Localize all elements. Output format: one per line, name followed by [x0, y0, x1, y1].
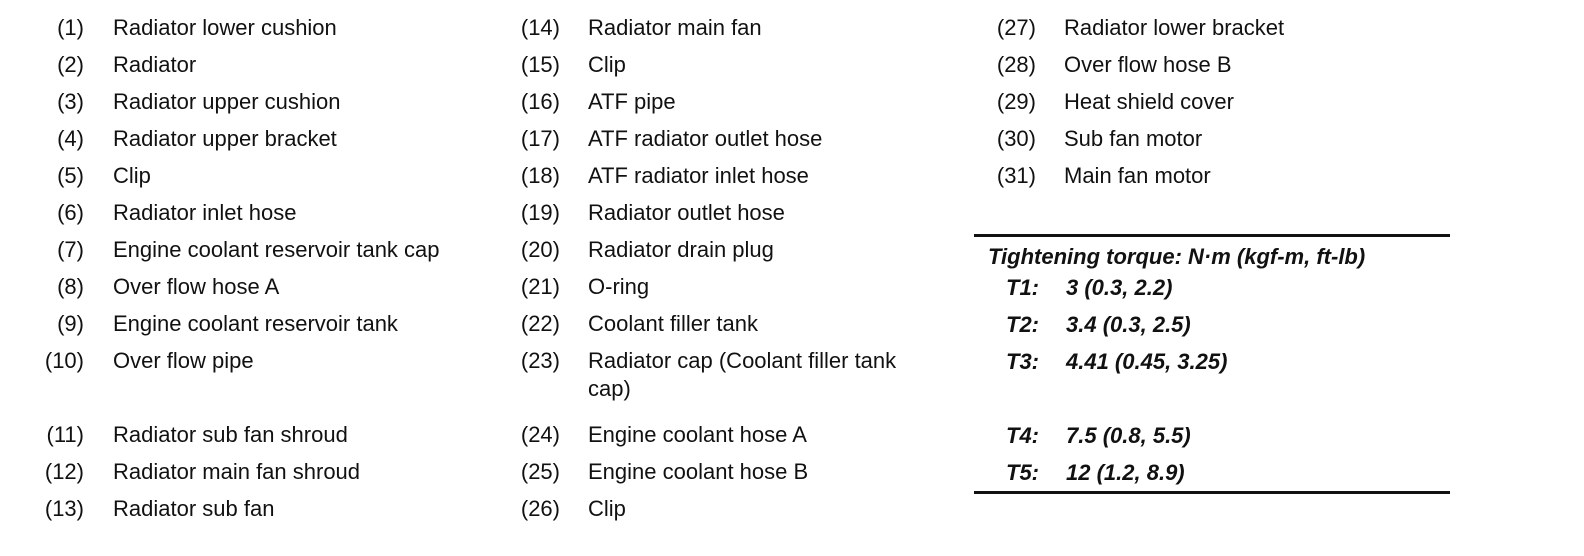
list-item — [38, 273, 493, 301]
part-number: (30) — [996, 126, 1036, 151]
torque-table-title: Tightening torque: N·m (kgf-m, ft-lb) — [988, 244, 1366, 269]
part-number: (2) — [57, 52, 84, 77]
part-label: Radiator upper bracket — [113, 126, 337, 151]
part-number: (27) — [996, 15, 1036, 40]
part-label: Main fan motor — [1064, 163, 1211, 188]
list-item — [514, 236, 948, 264]
part-number: (11) — [46, 422, 84, 447]
torque-value: 4.41 (0.45, 3.25) — [1066, 349, 1228, 374]
part-number: (14) — [520, 15, 560, 40]
list-item — [38, 495, 493, 523]
part-number: (18) — [520, 163, 560, 188]
part-label: Radiator main fan — [588, 15, 762, 40]
part-number: (16) — [520, 89, 560, 114]
part-label: Heat shield cover — [1064, 89, 1234, 114]
part-number: (6) — [57, 200, 84, 225]
list-item — [514, 347, 948, 412]
part-label: Radiator outlet hose — [588, 200, 785, 225]
list-item — [990, 51, 1424, 79]
tightening-torque-table — [974, 234, 1450, 494]
list-item — [38, 347, 493, 412]
list-item — [990, 88, 1424, 116]
list-item — [514, 273, 948, 301]
list-item — [38, 125, 493, 153]
list-item — [38, 310, 493, 338]
part-label: Coolant filler tank — [588, 311, 758, 336]
part-number: (23) — [520, 348, 560, 373]
list-item — [38, 458, 493, 486]
part-number: (1) — [57, 15, 84, 40]
part-number: (7) — [57, 237, 84, 262]
list-item — [514, 14, 948, 42]
table-bottom-rule — [974, 491, 1450, 494]
part-label: Engine coolant reservoir tank cap — [113, 237, 440, 262]
part-number: (5) — [57, 163, 84, 188]
part-label: Radiator cap (Coolant filler tank cap) — [588, 348, 897, 401]
torque-value: 3 (0.3, 2.2) — [1066, 275, 1173, 300]
parts-list-column-1 — [38, 14, 493, 532]
part-number: (9) — [57, 311, 84, 336]
part-number: (4) — [57, 126, 84, 151]
torque-value: 3.4 (0.3, 2.5) — [1066, 312, 1191, 337]
part-label: Over flow hose B — [1064, 52, 1232, 77]
part-label: Radiator lower cushion — [113, 15, 337, 40]
part-number: (31) — [996, 163, 1036, 188]
part-label: Radiator — [113, 52, 197, 77]
part-label: ATF radiator inlet hose — [588, 163, 809, 188]
part-label: Radiator sub fan shroud — [113, 422, 348, 447]
part-label: Engine coolant hose A — [588, 422, 807, 447]
part-number: (20) — [520, 237, 560, 262]
part-label: Over flow pipe — [113, 348, 254, 373]
list-item — [514, 310, 948, 338]
list-item — [38, 14, 493, 42]
part-number: (10) — [44, 348, 84, 373]
list-item — [514, 162, 948, 190]
torque-row — [974, 274, 1450, 302]
part-number: (8) — [57, 274, 84, 299]
part-number: (21) — [520, 274, 560, 299]
part-label: Radiator drain plug — [588, 237, 774, 262]
torque-value: 12 (1.2, 8.9) — [1066, 460, 1185, 485]
part-label: Radiator upper cushion — [113, 89, 341, 114]
part-label: Radiator lower bracket — [1064, 15, 1285, 40]
part-label: Over flow hose A — [113, 274, 280, 299]
part-label: Engine coolant reservoir tank — [113, 311, 398, 336]
list-item — [990, 125, 1424, 153]
list-item — [514, 51, 948, 79]
list-item — [514, 421, 948, 449]
list-item — [990, 162, 1424, 190]
part-label: Engine coolant hose B — [588, 459, 809, 484]
part-number: (24) — [520, 422, 560, 447]
part-number: (25) — [520, 459, 560, 484]
list-item — [514, 495, 948, 523]
torque-row — [974, 311, 1450, 339]
part-number: (12) — [44, 459, 84, 484]
torque-key: T2: — [1006, 312, 1039, 337]
part-number: (29) — [996, 89, 1036, 114]
part-label: Radiator inlet hose — [113, 200, 297, 225]
parts-list-column-3 — [990, 14, 1424, 199]
part-label: Radiator main fan shroud — [113, 459, 361, 484]
list-item — [38, 199, 493, 227]
part-number: (22) — [520, 311, 560, 336]
part-label: Radiator sub fan — [113, 496, 275, 521]
parts-list-column-2 — [514, 14, 948, 532]
part-number: (3) — [57, 89, 84, 114]
part-label: Sub fan motor — [1064, 126, 1203, 151]
list-item — [38, 421, 493, 449]
list-item — [514, 125, 948, 153]
torque-row — [974, 422, 1450, 450]
part-label: ATF radiator outlet hose — [588, 126, 823, 151]
list-item — [38, 162, 493, 190]
list-item — [38, 236, 493, 264]
torque-row — [974, 459, 1450, 487]
part-label: Clip — [588, 52, 626, 77]
torque-value: 7.5 (0.8, 5.5) — [1066, 423, 1191, 448]
list-item — [990, 14, 1424, 42]
part-number: (15) — [520, 52, 560, 77]
part-number: (26) — [520, 496, 560, 521]
part-number: (17) — [520, 126, 560, 151]
list-item — [514, 458, 948, 486]
list-item — [38, 51, 493, 79]
part-label: Clip — [588, 496, 626, 521]
torque-key: T3: — [1006, 349, 1039, 374]
list-item — [514, 88, 948, 116]
part-number: (13) — [44, 496, 84, 521]
torque-row — [974, 348, 1450, 413]
torque-key: T5: — [1006, 460, 1039, 485]
torque-key: T1: — [1006, 275, 1039, 300]
part-number: (28) — [996, 52, 1036, 77]
list-item — [38, 88, 493, 116]
part-number: (19) — [520, 200, 560, 225]
part-label: Clip — [113, 163, 151, 188]
list-item — [514, 199, 948, 227]
torque-key: T4: — [1006, 423, 1039, 448]
part-label: ATF pipe — [588, 89, 676, 114]
part-label: O-ring — [588, 274, 650, 299]
